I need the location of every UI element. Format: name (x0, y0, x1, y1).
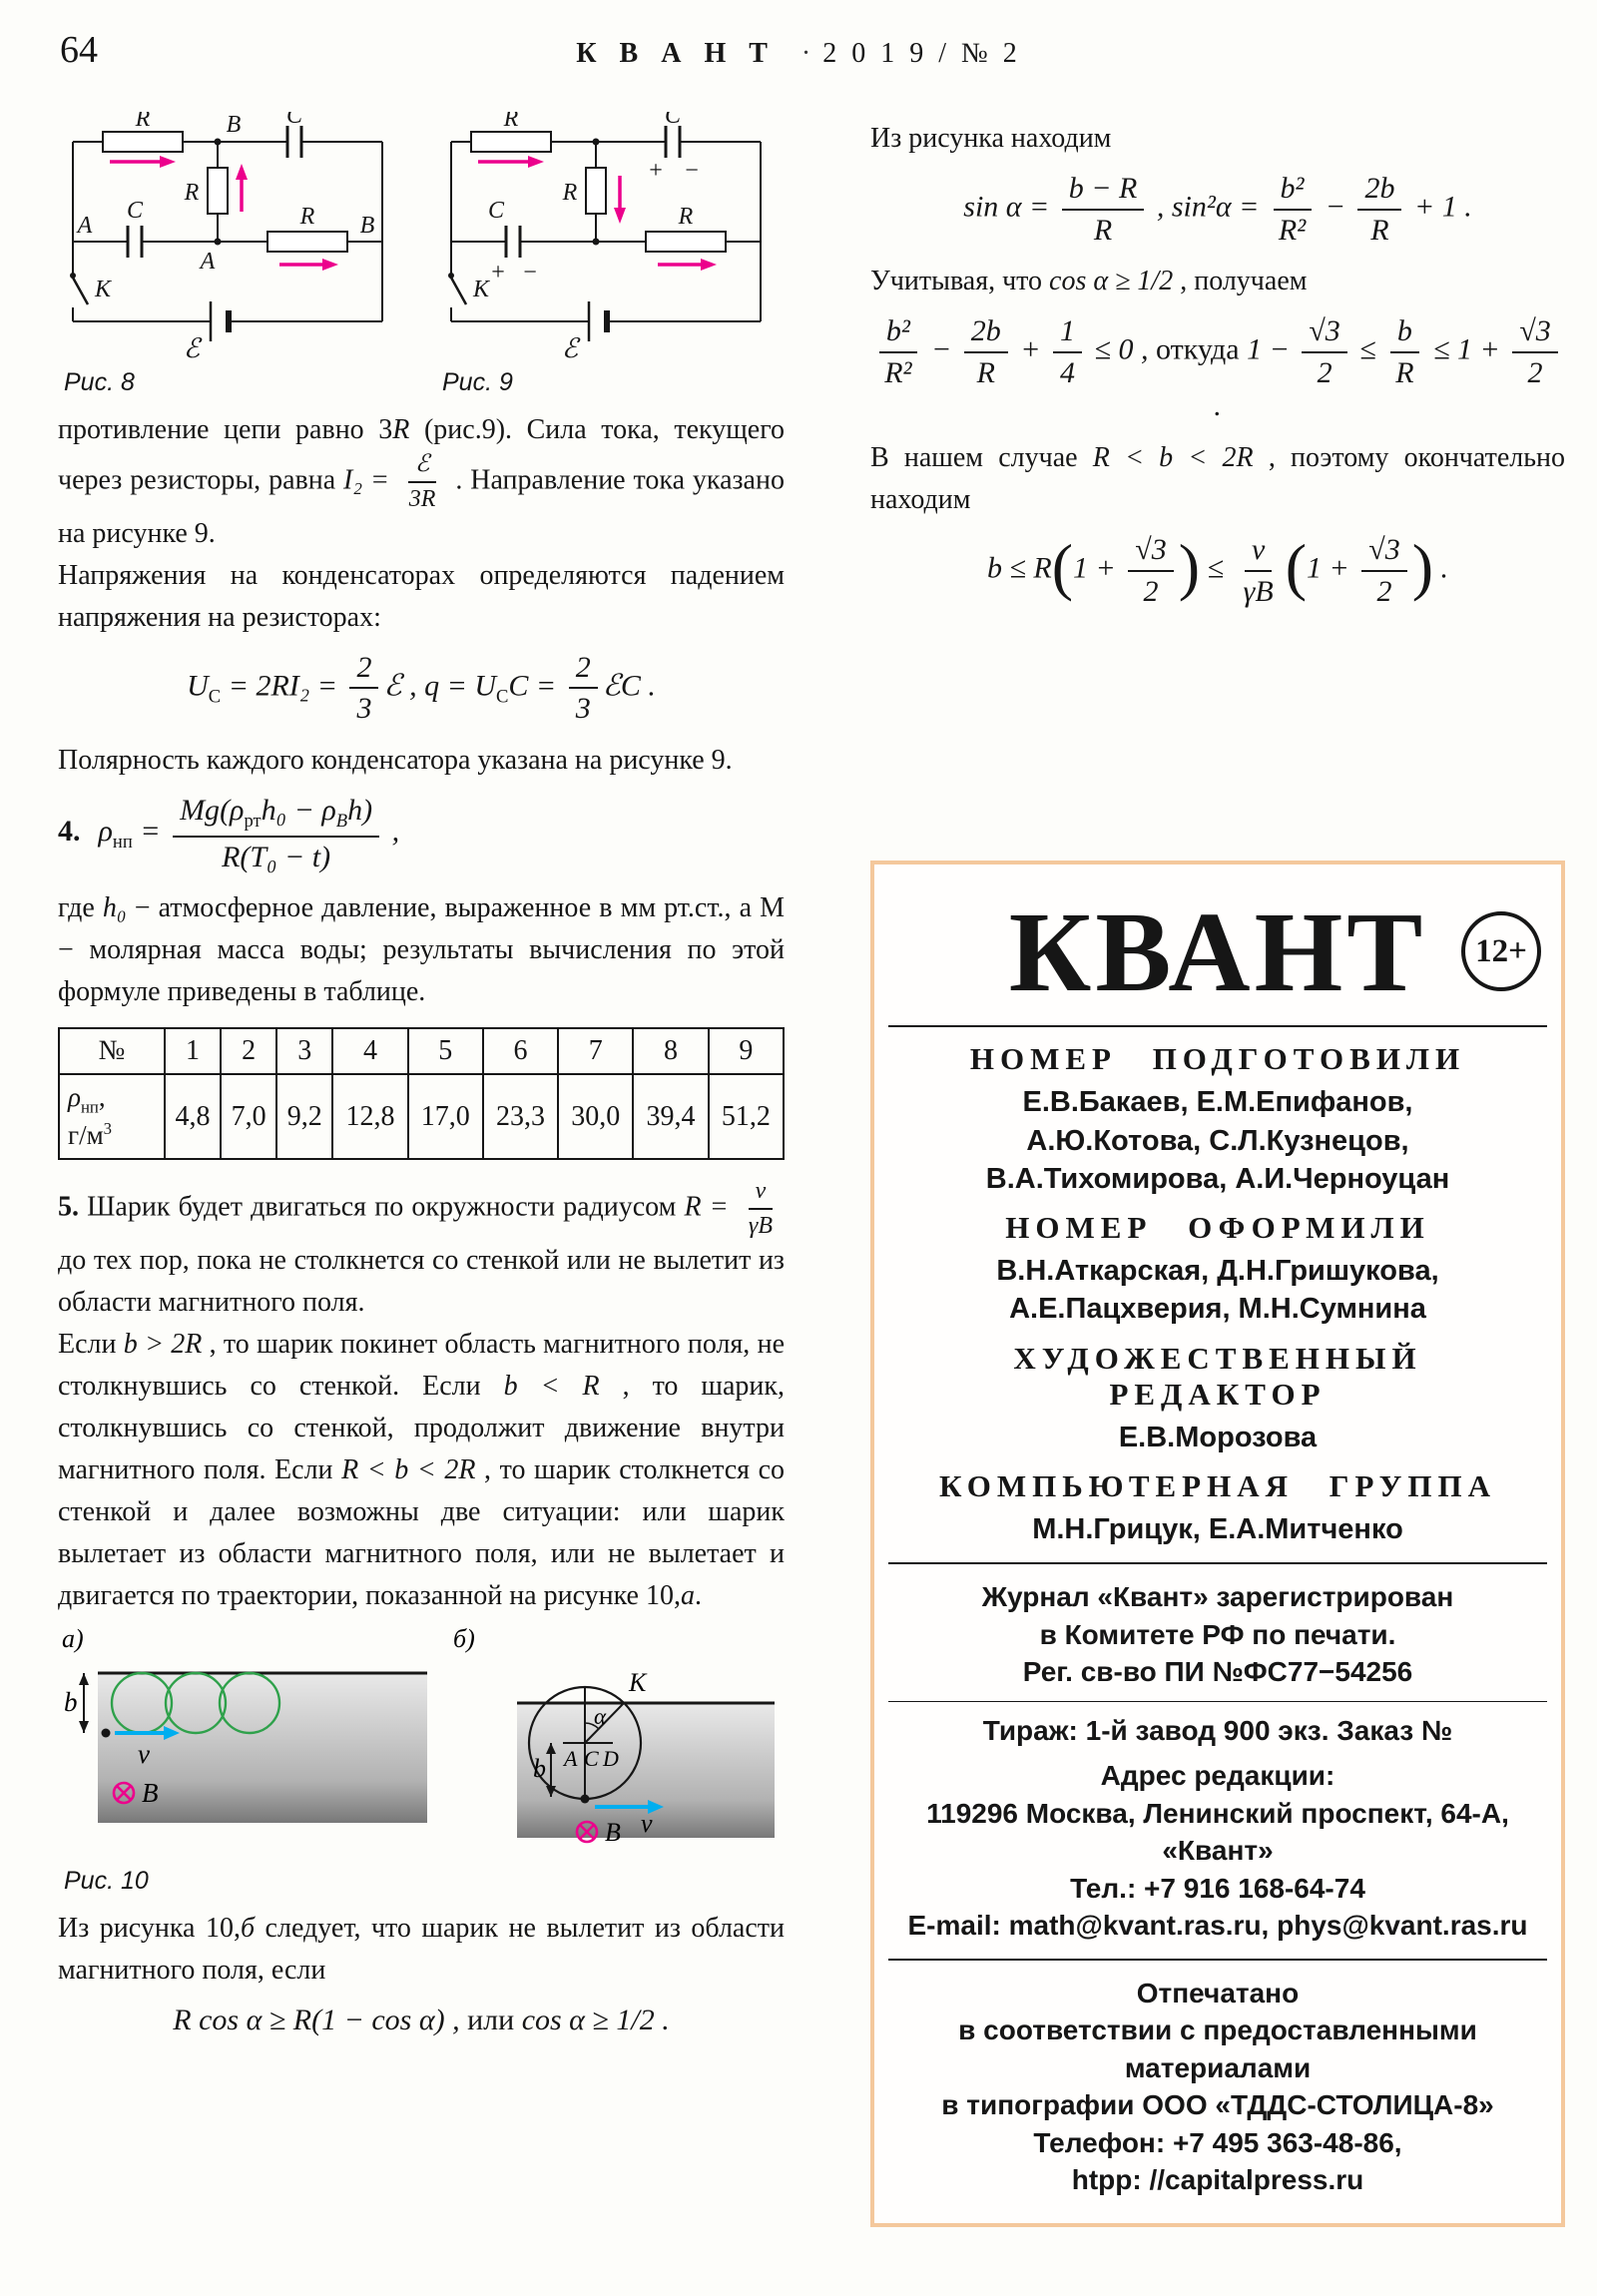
math-expr: R < b < 2R (1092, 442, 1254, 474)
node-dot (215, 239, 222, 246)
name-line: А.Е.Пацхверия, М.Н.Сумнина (1009, 1293, 1426, 1326)
address-heading: Адрес редакции: (1100, 1760, 1335, 1792)
paragraph-item5: 5. Шарик будет двигаться по окружности радиусом R = $\frac{v}{\gamma B}$ до тех пор, пока не столкнется со стенкой или не вылетит из области магнитного поля. (58, 1178, 785, 1319)
table-values-row (59, 1074, 784, 1159)
label-C: C (584, 1746, 599, 1772)
art-editor-name (888, 1419, 1547, 1456)
switch (70, 273, 88, 304)
big-paren: ( (1051, 530, 1074, 602)
text-line: 119296 Москва, Ленинский проспект, 64-А, (926, 1797, 1509, 1829)
formula-capacitor-voltage: $U_C = 2RI_2$ = $\frac{2}{3}$ ℰ , $q = U_CC$ = $\frac{2}{3}$ ℰC . (187, 650, 656, 726)
table-header-cell: 9 (709, 1028, 784, 1074)
label-v: v (641, 1809, 653, 1839)
label-b: b (533, 1754, 546, 1784)
item-number: 5. (58, 1191, 79, 1223)
figure-9-caption: Рис. 9 (442, 368, 513, 396)
heading-art-editor-1: ХУДОЖЕСТВЕННЫЙ (1013, 1340, 1422, 1376)
particle-start-dot (102, 1729, 111, 1738)
paragraph-cos-condition: Учитывая, что cos α ≥ 1/2 , получаем (870, 266, 1308, 297)
subfigure-b-tag: б) (453, 1625, 475, 1654)
text-line: Отпечатано (1136, 1977, 1300, 2009)
math-var: R (392, 414, 410, 445)
figure-10-caption: Рис. 10 (64, 1867, 149, 1896)
text-line: материалами (1124, 2051, 1312, 2083)
label-R-mid: R (184, 180, 200, 206)
right-column (870, 118, 1565, 2227)
math-var: I₂ (343, 464, 363, 496)
table-cell: 7,0 (221, 1074, 276, 1159)
text-line: «Квант» (1162, 1835, 1274, 1867)
label-A: A (564, 1746, 578, 1772)
fraction: $\frac{\text{b²}}{\text{R²}}$ (1272, 172, 1313, 247)
fraction: $\frac{√3}{2}$ (1128, 533, 1173, 608)
formula-inequality: $\frac{\text{b²}}{\text{R²}}$ − $\frac{2b}{R}$ + $\frac{1}{4}$ ≤ 0 , откуда 1 − $\frac{√3}{2}$ ≤ $\frac{b}{R}$ ≤ 1 + $\frac{√3}{2}$ . (870, 314, 1565, 423)
formula-final: b ≤ R(1 + $\frac{√3}{2}$ ) ≤ $\frac{v}{\gamma B}$ (1 + $\frac{√3}{2}$ ) . (986, 530, 1449, 608)
registration-block (888, 1578, 1547, 1691)
table-cell: 30,0 (558, 1074, 633, 1159)
fraction: $\frac{2b}{R}$ (1357, 172, 1401, 247)
table-header-cell: № (59, 1028, 165, 1074)
age-rating-badge: 12+ (1461, 911, 1541, 991)
fraction: $\frac{b - R}{R}$ (1062, 172, 1145, 247)
figure-8 (58, 112, 402, 409)
heading-prepared: НОМЕР ПОДГОТОВИЛИ (969, 1041, 1466, 1077)
text-run: (рис.9). Сила тока, текущего через резисторы, равна (58, 414, 785, 496)
page-number: 64 (60, 29, 98, 71)
name-line: Е.В.Бакаев, Е.М.Епифанов, (1022, 1086, 1413, 1119)
colophon-box (870, 861, 1565, 2227)
paragraph-current (58, 409, 785, 555)
label-minus-left: − (523, 260, 537, 286)
print-run-block (888, 1712, 1547, 1750)
battery (211, 301, 229, 341)
table-row-label: $\rho_{нп}$, $г/м^3$ (59, 1074, 165, 1159)
heading-art-editor-2: РЕДАКТОР (1109, 1376, 1327, 1412)
text-run: противление цепи равно 3 (58, 414, 393, 445)
separator-dot: · (800, 38, 811, 69)
label-plus-top: + (649, 158, 663, 184)
fraction: $\frac{√3}{2}$ (1302, 314, 1346, 389)
label-C-left: C (487, 198, 505, 224)
text-line: в Комитете РФ по печати. (1039, 1618, 1396, 1650)
divider (888, 1959, 1547, 1961)
paragraph-table-intro: где h₀ − атмосферное давление, выраженное в мм рт.ст., а М − молярная масса воды; результаты вычисления по этой формуле приведены в таблице. (58, 892, 786, 1008)
label-emf: ℰ (561, 333, 579, 361)
divider (888, 1562, 1547, 1564)
paragraph-our-case: В нашем случае R < b < 2R , поэтому окончательно находим (870, 442, 1565, 516)
table-cell: 51,2 (709, 1074, 784, 1159)
depth-arrow (79, 1673, 89, 1733)
big-paren: ) (1178, 530, 1201, 602)
particle-entry-dot (581, 1795, 590, 1804)
figure-10a-trajectory (58, 1625, 437, 1830)
heading-computer-group: КОМПЬЮТЕРНАЯ ГРУППА (939, 1467, 1496, 1503)
name-line: В.А.Тихомирова, А.И.Черноуцан (985, 1162, 1450, 1195)
battery (589, 301, 607, 341)
figure-9-circuit (436, 112, 781, 361)
label-B-right: B (359, 213, 375, 239)
table-cell: 4,8 (165, 1074, 221, 1159)
text-line: в соответствии с предоставленными (958, 2014, 1477, 2046)
text-line: Тираж: 1-й завод 900 экз. Заказ № (982, 1714, 1453, 1746)
resistors (103, 132, 347, 252)
phone-line: Тел.: +7 916 168-64-74 (1070, 1872, 1365, 1904)
circuit-figures-row (58, 112, 785, 409)
fraction: $\frac{2}{3}$ (569, 651, 598, 726)
label-C-top: C (664, 112, 682, 129)
text-line: в типографии ООО «ТДДС-СТОЛИЦА-8» (941, 2089, 1494, 2121)
label-K: K (94, 277, 112, 302)
paragraph-polarity: Полярность каждого конденсатора указана на рисунке 9. (58, 744, 733, 776)
resistors (471, 132, 726, 252)
math-var: R (684, 1191, 702, 1223)
label-B: B (605, 1818, 621, 1848)
name-line: В.Н.Аткарская, Д.Н.Гришукова, (996, 1255, 1439, 1288)
fraction: $\frac{Mg(\rho_{рт}h_0 - \rho_Bh)}{\text{R(T₀ − t)}}$ (173, 794, 379, 873)
fraction: $\frac{\text{b²}}{\text{R²}}$ (877, 314, 918, 389)
math-expr: cos α ≥ 1/2 (1049, 266, 1174, 297)
label-B-top: B (226, 112, 242, 138)
table-header-cell: 2 (221, 1028, 276, 1074)
text-line: Рег. св-во ПИ №ФС77−54256 (1022, 1656, 1413, 1688)
name-line: Е.В.Морозова (1118, 1421, 1318, 1453)
math-expr: b < R (503, 1371, 600, 1403)
colophon-title-row (888, 887, 1547, 1015)
designed-names (888, 1252, 1547, 1329)
table-header-cell: 6 (483, 1028, 558, 1074)
item-number: 4. (58, 815, 81, 849)
name-line: М.Н.Грицук, Е.А.Митченко (1032, 1512, 1403, 1545)
label-R-top: R (503, 112, 519, 132)
formula-sin-alpha: sin α = $\frac{b - R}{R}$ , sin²α = $\frac{\text{b²}}{\text{R²}}$ − $\frac{2b}{R}$ + 1 . (963, 172, 1472, 247)
table-cell: 12,8 (332, 1074, 407, 1159)
density-table (58, 1027, 785, 1160)
paragraph-cases: Если b > 2R , то шарик покинет область магнитного поля, не столкнувшись со стенкой. Если b < R , то шарик, столкнувшись со стенкой, продолжит движение внутри магнитного поля. Если R < b < 2R , то шарик столкнется со стенкой и далее возможны две ситуации: или шарик вылетает из области магнитного поля, или не вылетает и двигается по траектории, показанной на рисунке 10,а. (58, 1329, 786, 1612)
fraction: $\frac{√3}{2}$ (1361, 533, 1406, 608)
issue-label: 2 0 1 9 / № 2 (822, 38, 1021, 69)
table-header-cell: 5 (408, 1028, 483, 1074)
figure-8-circuit (58, 112, 402, 361)
table-cell: 17,0 (408, 1074, 483, 1159)
fraction: $\frac{b}{R}$ (1388, 314, 1420, 389)
math-var: h₀ (102, 892, 127, 924)
label-A-left: A (77, 213, 93, 239)
figure-10b (445, 1625, 785, 1865)
label-R-top: R (135, 112, 151, 132)
table-header-cell: 8 (633, 1028, 708, 1074)
label-B: B (142, 1778, 159, 1809)
figure-10b-geometry (445, 1625, 785, 1860)
table-cell: 23,3 (483, 1074, 558, 1159)
label-b: b (64, 1687, 78, 1718)
heading-designed: НОМЕР ОФОРМИЛИ (1005, 1210, 1430, 1246)
divider (888, 1025, 1547, 1027)
computer-group-names (888, 1510, 1547, 1548)
table-header-cell: 1 (165, 1028, 221, 1074)
name-line: А.Ю.Котова, С.Л.Кузнецов, (1026, 1124, 1409, 1157)
running-head (0, 38, 1597, 70)
node-dot (593, 139, 600, 146)
big-paren: ) (1411, 530, 1434, 602)
label-minus-top: − (685, 158, 699, 184)
formula-density: 4. $\rho_{нп}$ = $\frac{Mg(\rho_{рт}h_0 - \rho_Bh)}{\text{R(T₀ − t)}}$ , (58, 793, 400, 873)
fraction: $\frac{v}{\gamma B}$ (748, 1178, 773, 1240)
paragraph-from-figure: Из рисунка находим (870, 123, 1112, 154)
label-C-top: C (285, 112, 303, 129)
figure-10-row (58, 1625, 785, 1865)
table-header-cell: 7 (558, 1028, 633, 1074)
node-dot (215, 139, 222, 146)
formula-condition: R cos α ≥ R(1 − cos α) , или cos α ≥ 1/2 . (173, 2004, 670, 2037)
table-header-cell: 4 (332, 1028, 407, 1074)
divider (888, 1701, 1547, 1702)
email-line: E-mail: math@kvant.ras.ru, phys@kvant.ras.ru (907, 1910, 1528, 1942)
label-emf: ℰ (183, 333, 201, 361)
subfigure-a-tag: а) (62, 1625, 84, 1654)
math-expr: b > 2R (123, 1329, 203, 1361)
label-R-right: R (678, 204, 694, 230)
label-K: K (472, 277, 490, 302)
label-plus-left: + (491, 260, 505, 286)
switch (448, 273, 466, 304)
label-K: K (629, 1668, 647, 1698)
math-expr: R < b < 2R (341, 1454, 476, 1486)
node-dot (593, 239, 600, 246)
table-cell: 9,2 (276, 1074, 332, 1159)
figure-10a (58, 1625, 437, 1835)
journal-name: К В А Н Т (576, 38, 776, 69)
big-paren: ( (1285, 530, 1308, 602)
prepared-names (888, 1083, 1547, 1198)
label-R-right: R (299, 204, 315, 230)
label-R-mid: R (562, 180, 578, 206)
label-alpha: α (594, 1704, 607, 1730)
printing-block (888, 1975, 1547, 2199)
address-block (888, 1757, 1547, 1945)
label-C-left: C (126, 198, 144, 224)
kvant-logo: КВАНТ (1008, 887, 1427, 1015)
table-header-row (59, 1028, 784, 1074)
fraction: $\frac{\text{ℰ}}{3R}$ (408, 451, 436, 512)
text-line: Журнал «Квант» зарегистрирован (981, 1581, 1454, 1613)
url-line: htpp: //capitalpress.ru (1071, 2164, 1364, 2196)
label-v: v (138, 1739, 150, 1770)
label-A-mid: А (200, 249, 216, 275)
table-header-cell: 3 (276, 1028, 332, 1074)
fraction: $\frac{2b}{R}$ (964, 314, 1008, 389)
table-cell: 39,4 (633, 1074, 708, 1159)
figure-9 (436, 112, 781, 409)
math-op: = (362, 464, 397, 496)
figure-8-caption: Рис. 8 (64, 368, 135, 396)
paragraph-conclusion: Из рисунка 10,б следует, что шарик не вылетит из области магнитного поля, если (58, 1913, 785, 1987)
label-D: D (603, 1746, 619, 1772)
paragraph-voltages: Напряжения на конденсаторах определяются падением напряжения на резисторах: (58, 559, 785, 633)
fraction: $\frac{2}{3}$ (349, 651, 378, 726)
left-column (58, 112, 785, 2051)
fraction: $\frac{1}{4}$ (1053, 314, 1082, 389)
phone-line: Телефон: +7 495 363-48-86, (1033, 2126, 1402, 2158)
fraction: $\frac{v}{\gamma B}$ (1243, 533, 1274, 608)
fraction: $\frac{√3}{2}$ (1512, 314, 1557, 389)
text-run: . Направление тока указано на рисунке 9. (58, 464, 785, 549)
